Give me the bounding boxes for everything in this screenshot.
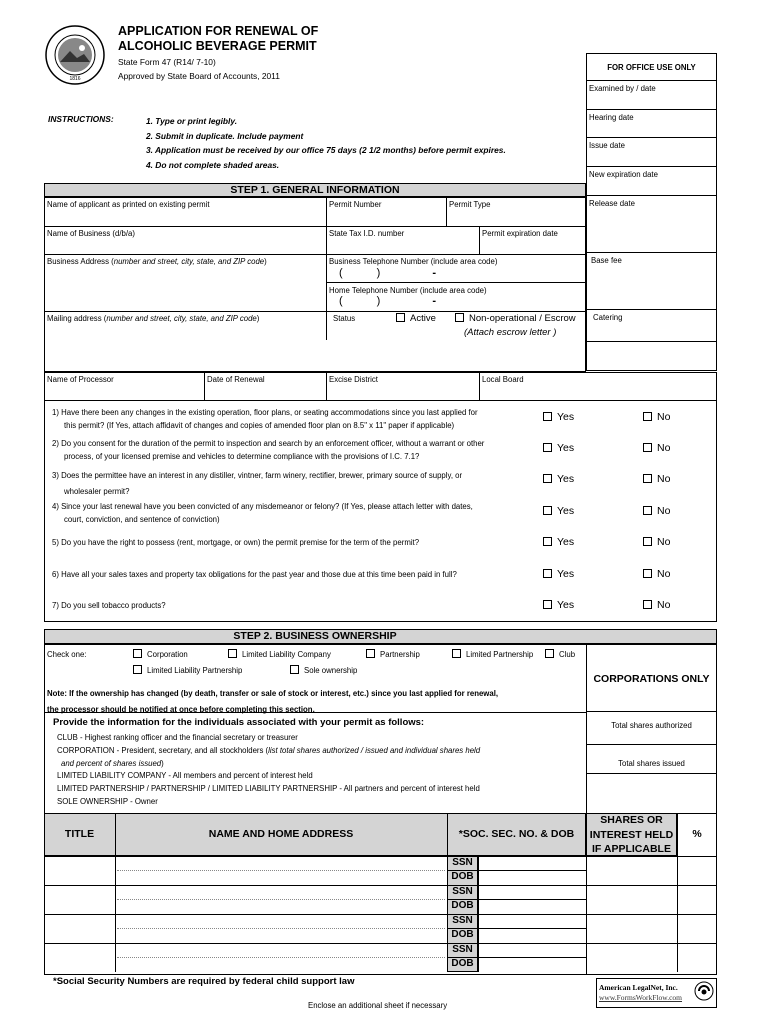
col-title: TITLE bbox=[64, 828, 95, 840]
q3-yes[interactable]: Yes bbox=[543, 473, 574, 485]
catering-label: Catering bbox=[593, 313, 623, 322]
dob-label: DOB bbox=[451, 929, 474, 940]
home-phone-mask: ( ) - bbox=[339, 295, 437, 307]
instructions-label: INSTRUCTIONS: bbox=[48, 114, 114, 124]
limited-partnership-checkbox[interactable]: Limited Partnership bbox=[452, 649, 533, 659]
q1-yes[interactable]: Yes bbox=[543, 411, 574, 423]
q1-no[interactable]: No bbox=[643, 411, 670, 423]
provide-info-text: Provide the information for the individuals associated with your permit as follows: bbox=[53, 717, 425, 728]
col-percent: % bbox=[692, 828, 702, 840]
club-checkbox[interactable]: Club bbox=[545, 649, 575, 659]
business-name-field[interactable]: Name of Business (d/b/a) bbox=[47, 229, 135, 238]
permit-type-field[interactable]: Permit Type bbox=[449, 200, 491, 209]
q6-yes[interactable]: Yes bbox=[543, 568, 574, 580]
ssn-requirement-note: *Social Security Numbers are required by federal child support law bbox=[53, 976, 355, 987]
state-seal bbox=[44, 24, 106, 86]
dob-label: DOB bbox=[451, 958, 474, 969]
step2-title: STEP 2. BUSINESS OWNERSHIP bbox=[233, 630, 397, 642]
renewal-date-field[interactable]: Date of Renewal bbox=[207, 375, 265, 384]
tax-id-field[interactable]: State Tax I.D. number bbox=[329, 229, 405, 238]
instruction-item: 3. Application must be received by our office 75 days (2 1/2 months) before permit expires. bbox=[146, 145, 506, 155]
col-ssn-dob: *SOC. SEC. NO. & DOB bbox=[458, 828, 575, 840]
corporations-only-label: CORPORATIONS ONLY bbox=[593, 673, 710, 685]
office-use-box bbox=[586, 53, 717, 371]
permit-expiration-field[interactable]: Permit expiration date bbox=[482, 229, 558, 238]
form-title-line1: APPLICATION FOR RENEWAL OF bbox=[118, 24, 319, 38]
ssn-label: SSN bbox=[452, 944, 473, 955]
permit-number-field[interactable]: Permit Number bbox=[329, 200, 382, 209]
q7-yes[interactable]: Yes bbox=[543, 599, 574, 611]
business-phone-field[interactable]: Business Telephone Number (include area code) bbox=[329, 257, 498, 266]
q7-no[interactable]: No bbox=[643, 599, 670, 611]
seal-year: 1816 bbox=[69, 76, 81, 82]
question-3: 3) Does the permittee have an interest in any distiller, vintner, farm winery, rectifier, brewer, primary source of supply, or wholesaler permit? bbox=[52, 471, 463, 496]
enclose-note: Enclose an additional sheet if necessary bbox=[308, 1001, 448, 1010]
nonoperational-checkbox[interactable]: Non-operational / Escrow bbox=[455, 313, 576, 324]
base-fee-label: Base fee bbox=[591, 256, 622, 265]
general-info-table bbox=[44, 197, 586, 372]
business-phone-mask: ( ) - bbox=[339, 267, 437, 279]
shares-issued-field[interactable]: Total shares issued bbox=[618, 759, 685, 768]
q3-no[interactable]: No bbox=[643, 473, 670, 485]
q4-no[interactable]: No bbox=[643, 505, 670, 517]
ownership-roles-list: CLUB - Highest ranking officer and the financial secretary or treasurer CORPORATION - President, secretary, and all stockholders (list total shares authorized / issued and individual shares held and percent of shares issued) LIMITED LIABILITY COMPANY - All members and percent of interest held LIMITED PARTNERSHIP / PARTNERSHIP / LIMITED LIABILITY PARTNERSHIP - All partners and percent of interest held SOLE OWNERSHIP - Owner bbox=[57, 733, 481, 806]
status-label: Status bbox=[333, 314, 356, 323]
vendor-logo-icon bbox=[694, 981, 714, 1001]
checkbox-icon bbox=[455, 313, 464, 322]
question-5: 5) Do you have the right to possess (rent, mortgage, or own) the permit premise for the term of the permit? bbox=[52, 538, 420, 547]
dob-label: DOB bbox=[451, 871, 474, 882]
examined-label: Examined by / date bbox=[589, 84, 656, 93]
hearing-date-label: Hearing date bbox=[589, 113, 634, 122]
local-board-field[interactable]: Local Board bbox=[482, 375, 524, 384]
question-6: 6) Have all your sales taxes and property tax obligations for the past year and those due at this time been paid in full? bbox=[52, 570, 457, 579]
issue-date-label: Issue date bbox=[589, 141, 625, 150]
instructions-list bbox=[146, 114, 506, 172]
dob-label: DOB bbox=[451, 900, 474, 911]
new-expiration-label: New expiration date bbox=[589, 170, 658, 179]
question-4: 4) Since your last renewal have you been convicted of any misdemeanor or felony? (If Yes, please attach letter with dates, court, conviction, and sentence of conviction) bbox=[52, 502, 473, 524]
q2-no[interactable]: No bbox=[643, 442, 670, 454]
mailing-address-field[interactable]: Mailing address (number and street, city, state, and ZIP code) bbox=[47, 314, 260, 323]
llp-checkbox[interactable]: Limited Liability Partnership bbox=[133, 665, 242, 675]
ssn-label: SSN bbox=[452, 886, 473, 897]
business-address-field[interactable]: Business Address (number and street, city, state, and ZIP code) bbox=[47, 257, 267, 266]
q5-yes[interactable]: Yes bbox=[543, 536, 574, 548]
escrow-note: (Attach escrow letter ) bbox=[464, 327, 557, 338]
checkbox-icon bbox=[396, 313, 405, 322]
llc-checkbox[interactable]: Limited Liability Company bbox=[228, 649, 331, 659]
home-phone-field[interactable]: Home Telephone Number (include area code) bbox=[329, 286, 487, 295]
vendor-url[interactable]: www.FormsWorkFlow.com bbox=[599, 993, 683, 1002]
form-number: State Form 47 (R14/ 7-10) bbox=[118, 57, 216, 67]
partnership-checkbox[interactable]: Partnership bbox=[366, 649, 420, 659]
processor-field[interactable]: Name of Processor bbox=[47, 375, 114, 384]
approved-text: Approved by State Board of Accounts, 2011 bbox=[118, 71, 280, 81]
ssn-label: SSN bbox=[452, 857, 473, 868]
instruction-item: 2. Submit in duplicate. Include payment bbox=[146, 130, 304, 141]
vendor-name: American LegalNet, Inc. bbox=[599, 983, 678, 992]
active-checkbox[interactable]: Active bbox=[396, 313, 436, 324]
release-date-label: Release date bbox=[589, 199, 635, 208]
step1-title: STEP 1. GENERAL INFORMATION bbox=[230, 184, 400, 196]
question-2: 2) Do you consent for the duration of the permit to inspection and search by an enforcement officer, without a warrant or other process, of your licensed premise and vehicles to determine compliance with the provisions of I.C. 7.1? bbox=[52, 439, 485, 461]
col-shares: SHARES OR INTEREST HELD IF APPLICABLE bbox=[589, 814, 674, 855]
col-name-address: NAME AND HOME ADDRESS bbox=[208, 828, 354, 840]
sole-ownership-checkbox[interactable]: Sole ownership bbox=[290, 665, 357, 675]
corporation-checkbox[interactable]: Corporation bbox=[133, 649, 188, 659]
check-one-label: Check one: bbox=[47, 650, 87, 659]
ssn-label: SSN bbox=[452, 915, 473, 926]
applicant-name-field[interactable]: Name of applicant as printed on existing permit bbox=[47, 200, 210, 209]
excise-district-field[interactable]: Excise District bbox=[329, 375, 378, 384]
form-title-line2: ALCOHOLIC BEVERAGE PERMIT bbox=[118, 39, 317, 53]
shares-authorized-field[interactable]: Total shares authorized bbox=[611, 721, 692, 730]
question-1: 1) Have there been any changes in the existing operation, floor plans, or seating accommodations since you last applied for this permit? (If Yes, attach affidavit of changes and copies of amended floor plan on 8.5" x 11" paper if applicable) bbox=[52, 408, 478, 430]
q6-no[interactable]: No bbox=[643, 568, 670, 580]
ownership-note: Note: If the ownership has changed (by death, transfer or sale of stock or interest, etc.) since you last applied for renewal, the processor should be notified at once before completing this section. bbox=[47, 689, 499, 714]
instruction-item: 4. Do not complete shaded areas. bbox=[146, 159, 280, 170]
question-7: 7) Do you sell tobacco products? bbox=[52, 601, 166, 610]
q2-yes[interactable]: Yes bbox=[543, 442, 574, 454]
office-use-title: FOR OFFICE USE ONLY bbox=[607, 63, 696, 72]
q5-no[interactable]: No bbox=[643, 536, 670, 548]
q4-yes[interactable]: Yes bbox=[543, 505, 574, 517]
instruction-item: 1. Type or print legibly. bbox=[146, 116, 238, 126]
